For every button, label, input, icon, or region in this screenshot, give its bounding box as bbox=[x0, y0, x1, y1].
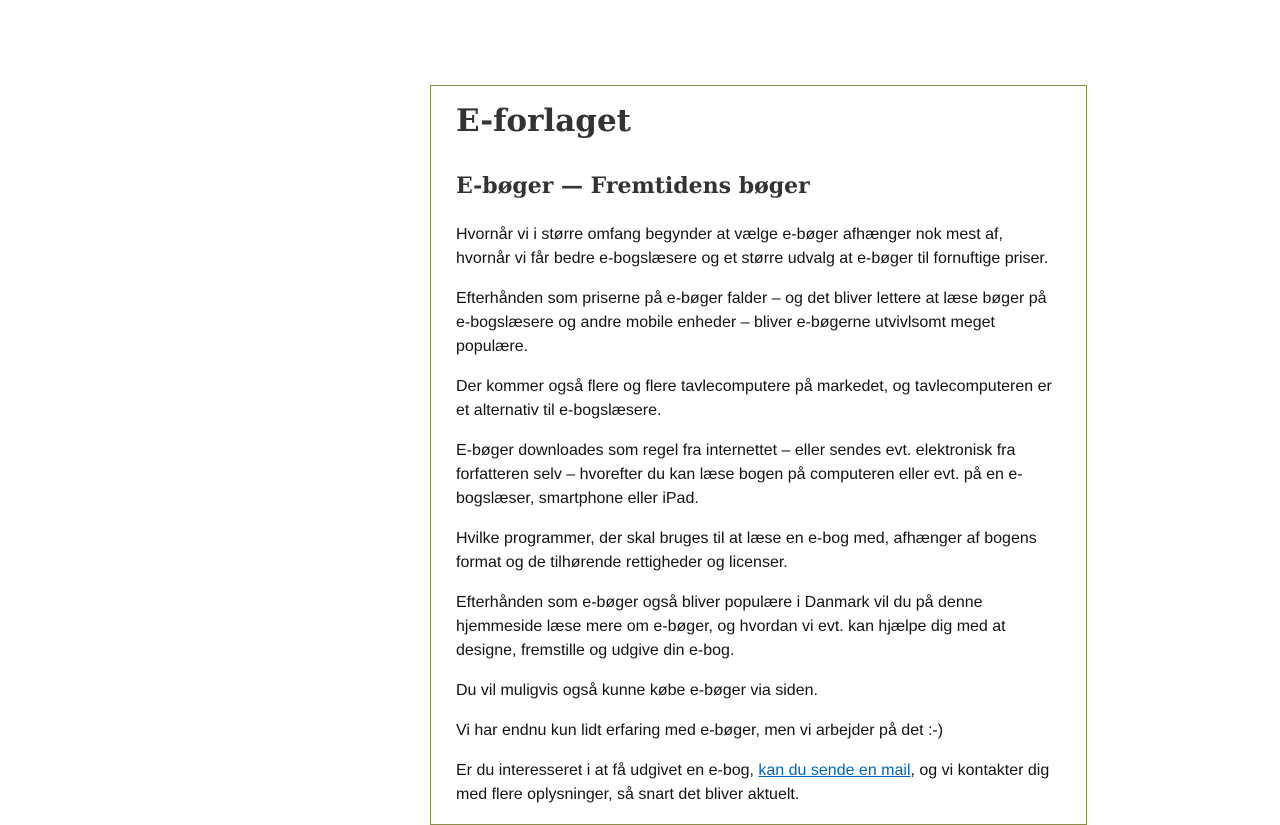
paragraph: Vi har endnu kun lidt erfaring med e-bøger, men vi arbejder på det :-) bbox=[456, 722, 944, 739]
page-heading: E-bøger — Fremtidens bøger bbox=[456, 173, 810, 199]
contact-text-before: Er du interesseret i at få udgivet en e-bog, bbox=[456, 762, 759, 779]
paragraph: Hvilke programmer, der skal bruges til at læse en e-bog med, afhænger af bogens format og de tilhørende rettigheder og licenser. bbox=[456, 530, 1037, 571]
paragraph: Efterhånden som e-bøger også bliver populære i Danmark vil du på denne hjemmeside læse mere om e-bøger, og hvordan vi evt. kan hjælpe dig med at designe, fremstille og udgive din e-bog. bbox=[456, 594, 1006, 659]
paragraph: Hvornår vi i større omfang begynder at vælge e-bøger afhænger nok mest af, hvornår vi får bedre e-bogslæsere og et større udvalg at e-bøger til fornuftige priser. bbox=[456, 226, 1049, 267]
content-box bbox=[430, 85, 1087, 825]
paragraph: Du vil muligvis også kunne købe e-bøger via siden. bbox=[456, 682, 818, 699]
send-mail-link[interactable]: kan du sende en mail bbox=[758, 762, 911, 779]
paragraph: Efterhånden som priserne på e-bøger falder – og det bliver lettere at læse bøger på e-bogslæsere og andre mobile enheder – bliver e-bøgerne utvivlsomt meget populære. bbox=[456, 290, 1047, 355]
paragraph: E-bøger downloades som regel fra internettet – eller sendes evt. elektronisk fra forfatteren selv – hvorefter du kan læse bogen på computeren eller evt. på en e-bogslæser, smartphone eller iPad. bbox=[456, 442, 1023, 507]
contact-text-after: , og vi kontakter dig med flere oplysninger, så snart det bliver aktuelt. bbox=[456, 762, 1050, 803]
article-body bbox=[456, 223, 1061, 807]
site-title: E-forlaget bbox=[456, 103, 631, 139]
paragraph: Der kommer også flere og flere tavlecomputere på markedet, og tavlecomputeren er et alternativ til e-bogslæsere. bbox=[456, 378, 1052, 419]
